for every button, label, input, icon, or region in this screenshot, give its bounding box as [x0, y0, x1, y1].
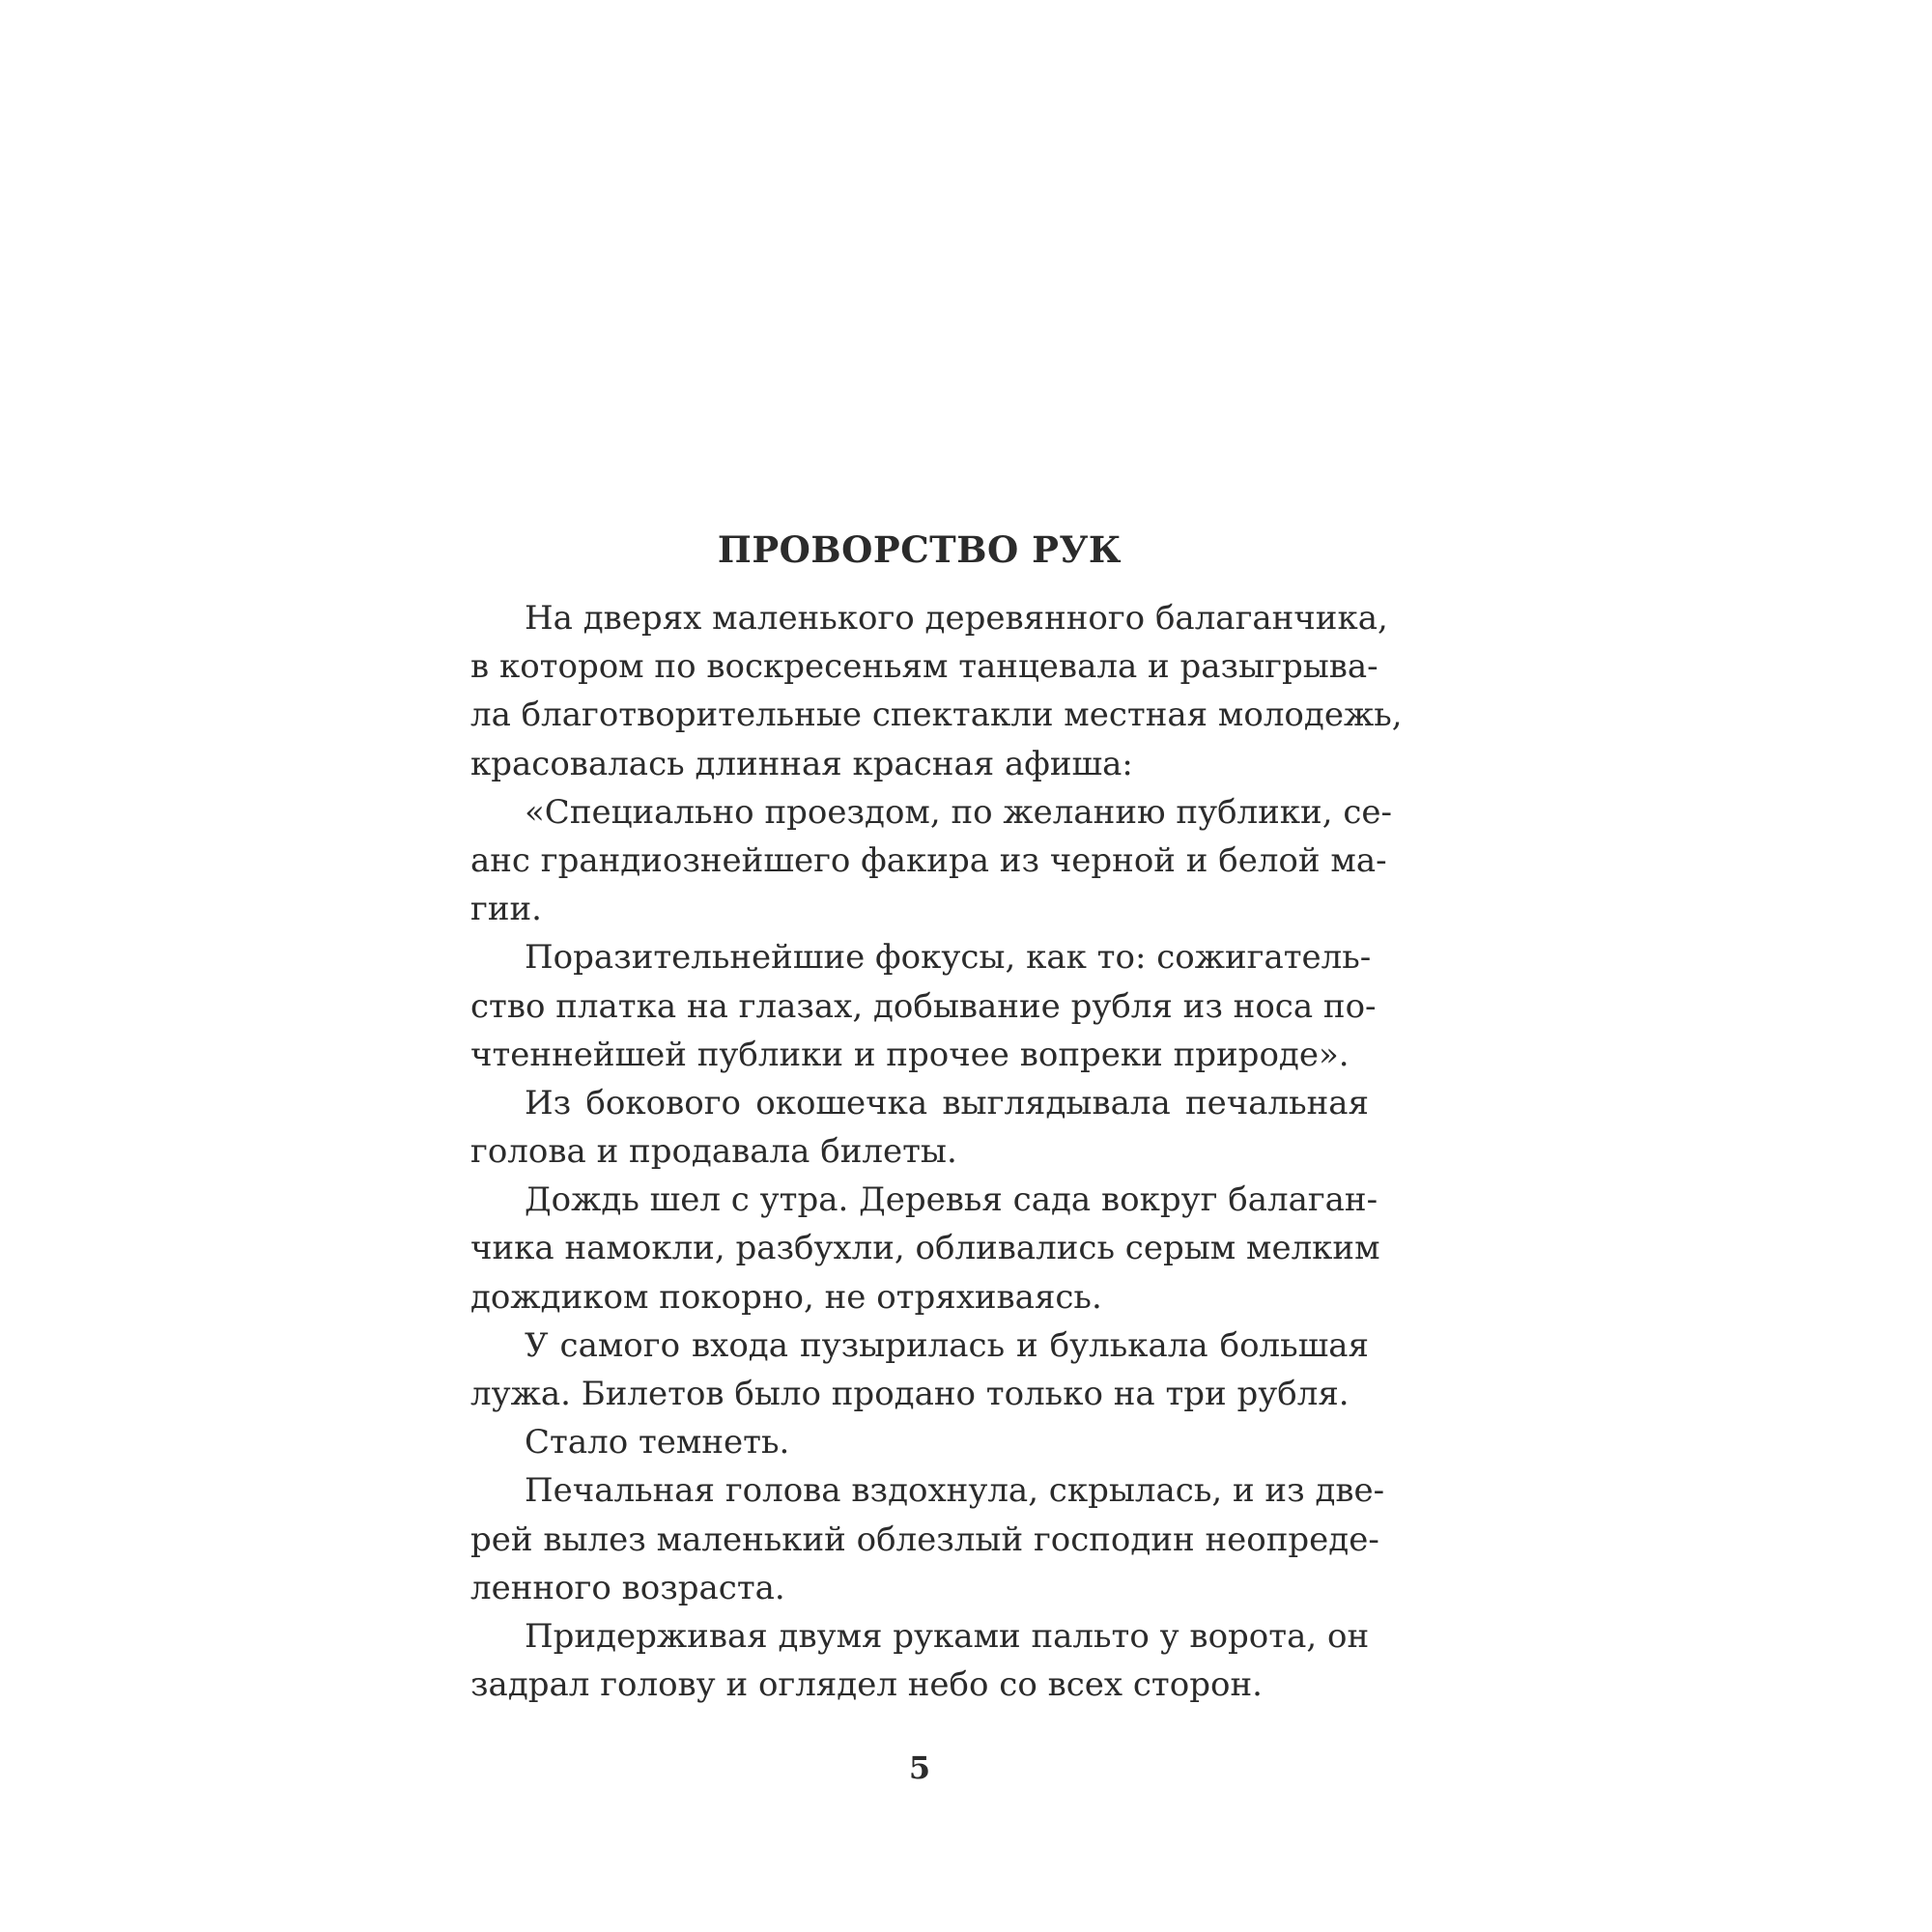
book-page — [470, 526, 1403, 1786]
text-line: Печальная голова вздохнула, скрылась, и из две- — [525, 1471, 1385, 1511]
text-line: чтеннейшей публики и прочее вопреки природе». — [470, 1035, 1350, 1074]
page-number: 5 — [908, 1749, 931, 1786]
text-line: «Специально проездом, по желанию публики, се- — [525, 792, 1392, 832]
text-line: Стало темнеть. — [525, 1423, 790, 1463]
text-line: лужа. Билетов было продано только на три рубля. — [470, 1375, 1350, 1413]
text-line: в котором по воскресеньям танцевала и разыгрыва- — [470, 647, 1378, 687]
text-line: ленного возраста. — [470, 1568, 785, 1607]
text-line: задрал голову и оглядел небо со всех сторон. — [470, 1665, 1263, 1705]
text-line: Дождь шел с утра. Деревья сада вокруг балаган- — [525, 1180, 1378, 1220]
text-line: рей вылез маленький облезлый господин неопреде- — [470, 1520, 1379, 1559]
text-line: красовалась длинная красная афиша: — [470, 744, 1133, 783]
text-line: голова и продавала билеты. — [470, 1132, 957, 1172]
text-line: анс грандиознейшего факира из черной и белой ма- — [470, 840, 1387, 880]
chapter-title: ПРОВОРСТВО РУК — [717, 528, 1122, 571]
body-text — [470, 594, 1403, 1709]
text-line: Поразительнейшие фокусы, как то: сожигатель- — [525, 938, 1372, 978]
text-line: Придерживая двумя руками пальто у ворота, он — [525, 1616, 1370, 1656]
text-line: дождиком покорно, не отряхиваясь. — [470, 1277, 1102, 1317]
text-line: гии. — [470, 890, 542, 929]
text-line: Из бокового окошечка выглядывала печальная — [525, 1083, 1369, 1122]
text-line: У самого входа пузырилась и булькала большая — [525, 1325, 1369, 1365]
text-line: ла благотворительные спектакли местная молодежь, — [470, 696, 1403, 735]
text-line: чика намокли, разбухли, обливались серым мелким — [470, 1229, 1380, 1268]
text-line: ство платка на глазах, добывание рубля из носа по- — [470, 986, 1377, 1026]
text-line: На дверях маленького деревянного балаганчика, — [525, 599, 1388, 638]
